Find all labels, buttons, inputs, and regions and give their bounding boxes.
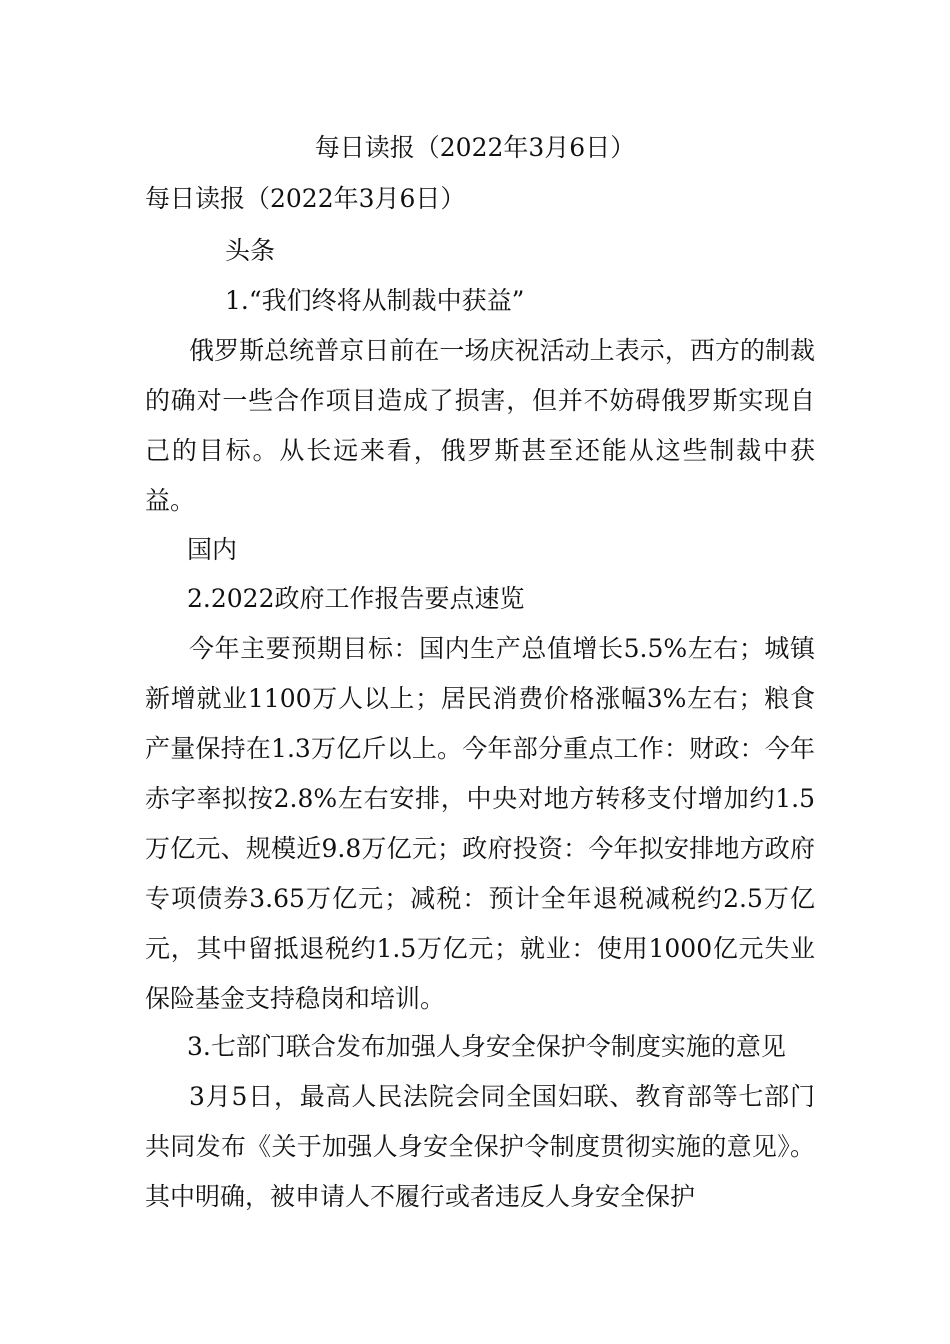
item-1-body: 俄罗斯总统普京日前在一场庆祝活动上表示，西方的制裁的确对一些合作项目造成了损害，但并不妨碍俄罗斯实现自己的目标。从长远来看，俄罗斯甚至还能从这些制裁中获益。	[145, 336, 815, 515]
item-3-body: 3月5日，最高人民法院会同全国妇联、教育部等七部门共同发布《关于加强人身安全保护令制度贯彻实施的意见》。其中明确，被申请人不履行或者违反人身安全保护	[145, 1082, 815, 1211]
item-3-title: 3.七部门联合发布加强人身安全保护令制度实施的意见	[187, 1032, 786, 1061]
section-label-domestic: 国内	[187, 535, 238, 564]
document-subtitle: 每日读报（2022年3月6日）	[145, 184, 466, 213]
item-2-body: 今年主要预期目标：国内生产总值增长5.5%左右；城镇新增就业1100万人以上；居民消费价格涨幅3%左右；粮食产量保持在1.3万亿斤以上。今年部分重点工作：财政：今年赤字率拟按2.8%左右安排，中央对地方转移支付增加约1.5万亿元、规模近9.8万亿元；政府投资：今年拟安排地方政府专项债券3.65万亿元；减税：预计全年退税减税约2.5万亿元，其中留抵退税约1.5万亿元；就业：使用1000亿元失业保险基金支持稳岗和培训。	[145, 634, 815, 1013]
item-1-title: 1.“我们终将从制裁中获益”	[225, 286, 525, 315]
section-label-headline: 头条	[225, 236, 276, 265]
item-2-title: 2.2022政府工作报告要点速览	[187, 584, 525, 613]
document-title: 每日读报（2022年3月6日）	[314, 133, 636, 162]
